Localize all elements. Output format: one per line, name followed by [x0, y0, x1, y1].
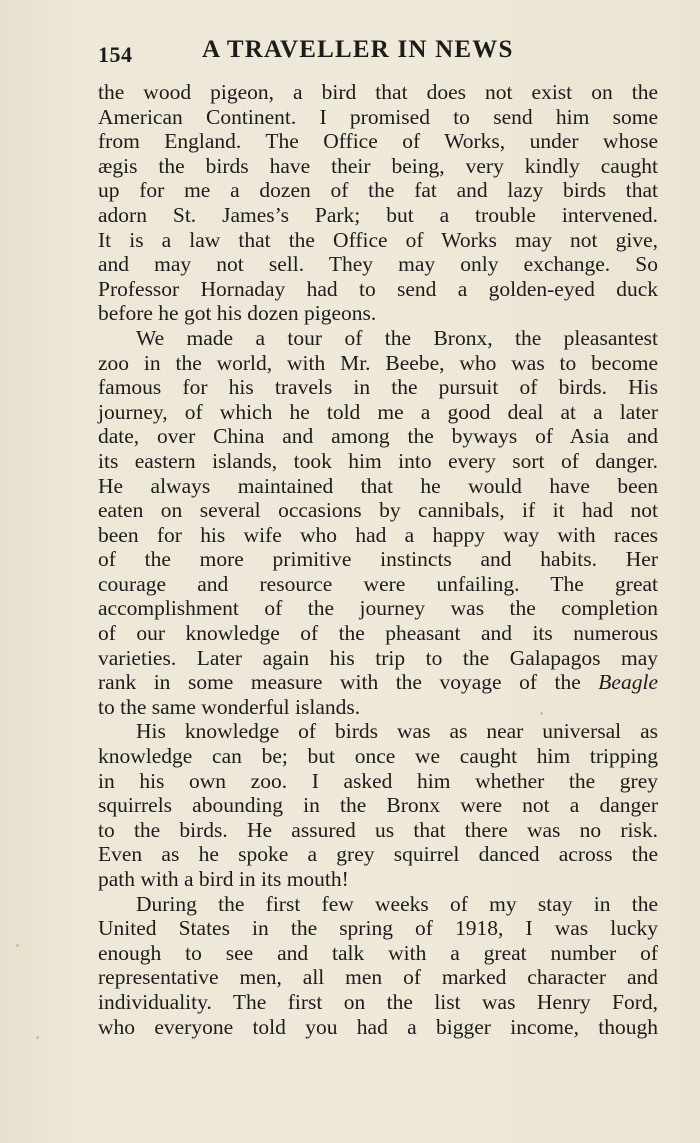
text-line: to the same wonderful islands. [98, 694, 361, 719]
text-line: He always maintained that he would have been [98, 473, 658, 498]
text-line: date, over China and among the byways of Asia and [98, 424, 658, 449]
text-line-beagle: rank in some measure with the voyage of the Beagle [98, 670, 658, 695]
paragraph-first-line: During the first few weeks of my stay in the [136, 891, 658, 916]
text-line: accomplishment of the journey was the completion [98, 596, 658, 621]
page-header [98, 36, 618, 70]
text-line: enough to see and talk with a great number of [98, 940, 658, 965]
paper-speck [540, 712, 543, 715]
text-line: ægis the birds have their being, very kindly caught [98, 153, 658, 178]
text-line: up for me a dozen of the fat and lazy birds that [98, 178, 658, 203]
text-line: of our knowledge of the pheasant and its numerous [98, 621, 658, 646]
text-line: individuality. The first on the list was Henry Ford, [98, 989, 658, 1014]
text-line: path with a bird in its mouth! [98, 867, 349, 891]
text-line: and may not sell. They may only exchange. So [98, 252, 658, 277]
text-line: varieties. Later again his trip to the Galapagos may [98, 645, 658, 670]
text-line: been for his wife who had a happy way with races [98, 522, 658, 547]
text-line: knowledge can be; but once we caught him tripping [98, 744, 658, 769]
text-line: zoo in the world, with Mr. Beebe, who was to become [98, 350, 658, 375]
text-line: Even as he spoke a grey squirrel danced across the [98, 842, 658, 867]
text-line: of the more primitive instincts and habits. Her [98, 547, 658, 572]
text-line: eaten on several occasions by cannibals, if it had not [98, 498, 658, 523]
text-line: representative men, all men of marked character and [98, 965, 658, 990]
paragraph-first-line: His knowledge of birds was as near universal as [136, 719, 658, 744]
text-line: squirrels abounding in the Bronx were not a danger [98, 793, 658, 818]
text-line: before he got his dozen pigeons. [98, 301, 377, 326]
page-number: 154 [98, 42, 133, 67]
text-line: in his own zoo. I asked him whether the grey [98, 768, 658, 793]
text-line: American Continent. I promised to send him some [98, 104, 658, 129]
text-line: United States in the spring of 1918, I was lucky [98, 916, 658, 941]
text-line: the wood pigeon, a bird that does not exist on the [98, 80, 658, 104]
body-text [98, 80, 658, 1039]
text-line: to the birds. He assured us that there was no risk. [98, 817, 658, 842]
text-line: journey, of which he told me a good deal at a later [98, 399, 658, 424]
text-line: Professor Hornaday had to send a golden-eyed duck [98, 276, 658, 301]
text-line: adorn St. James’s Park; but a trouble intervened. [98, 202, 658, 227]
paper-speck [36, 1036, 39, 1039]
paragraph-first-line: We made a tour of the Bronx, the pleasantest [136, 325, 658, 350]
text-line: famous for his travels in the pursuit of birds. His [98, 375, 658, 400]
text-line: courage and resource were unfailing. The great [98, 571, 658, 596]
text-line: its eastern islands, took him into every sort of danger. [98, 448, 658, 473]
ship-name-italic: Beagle [598, 670, 658, 695]
text-line: who everyone told you had a bigger income, though [98, 1014, 658, 1039]
running-head: A TRAVELLER IN NEWS [202, 36, 514, 63]
text-line: from England. The Office of Works, under whose [98, 129, 658, 154]
text-line: It is a law that the Office of Works may not give, [98, 227, 658, 252]
paper-speck [16, 944, 19, 947]
